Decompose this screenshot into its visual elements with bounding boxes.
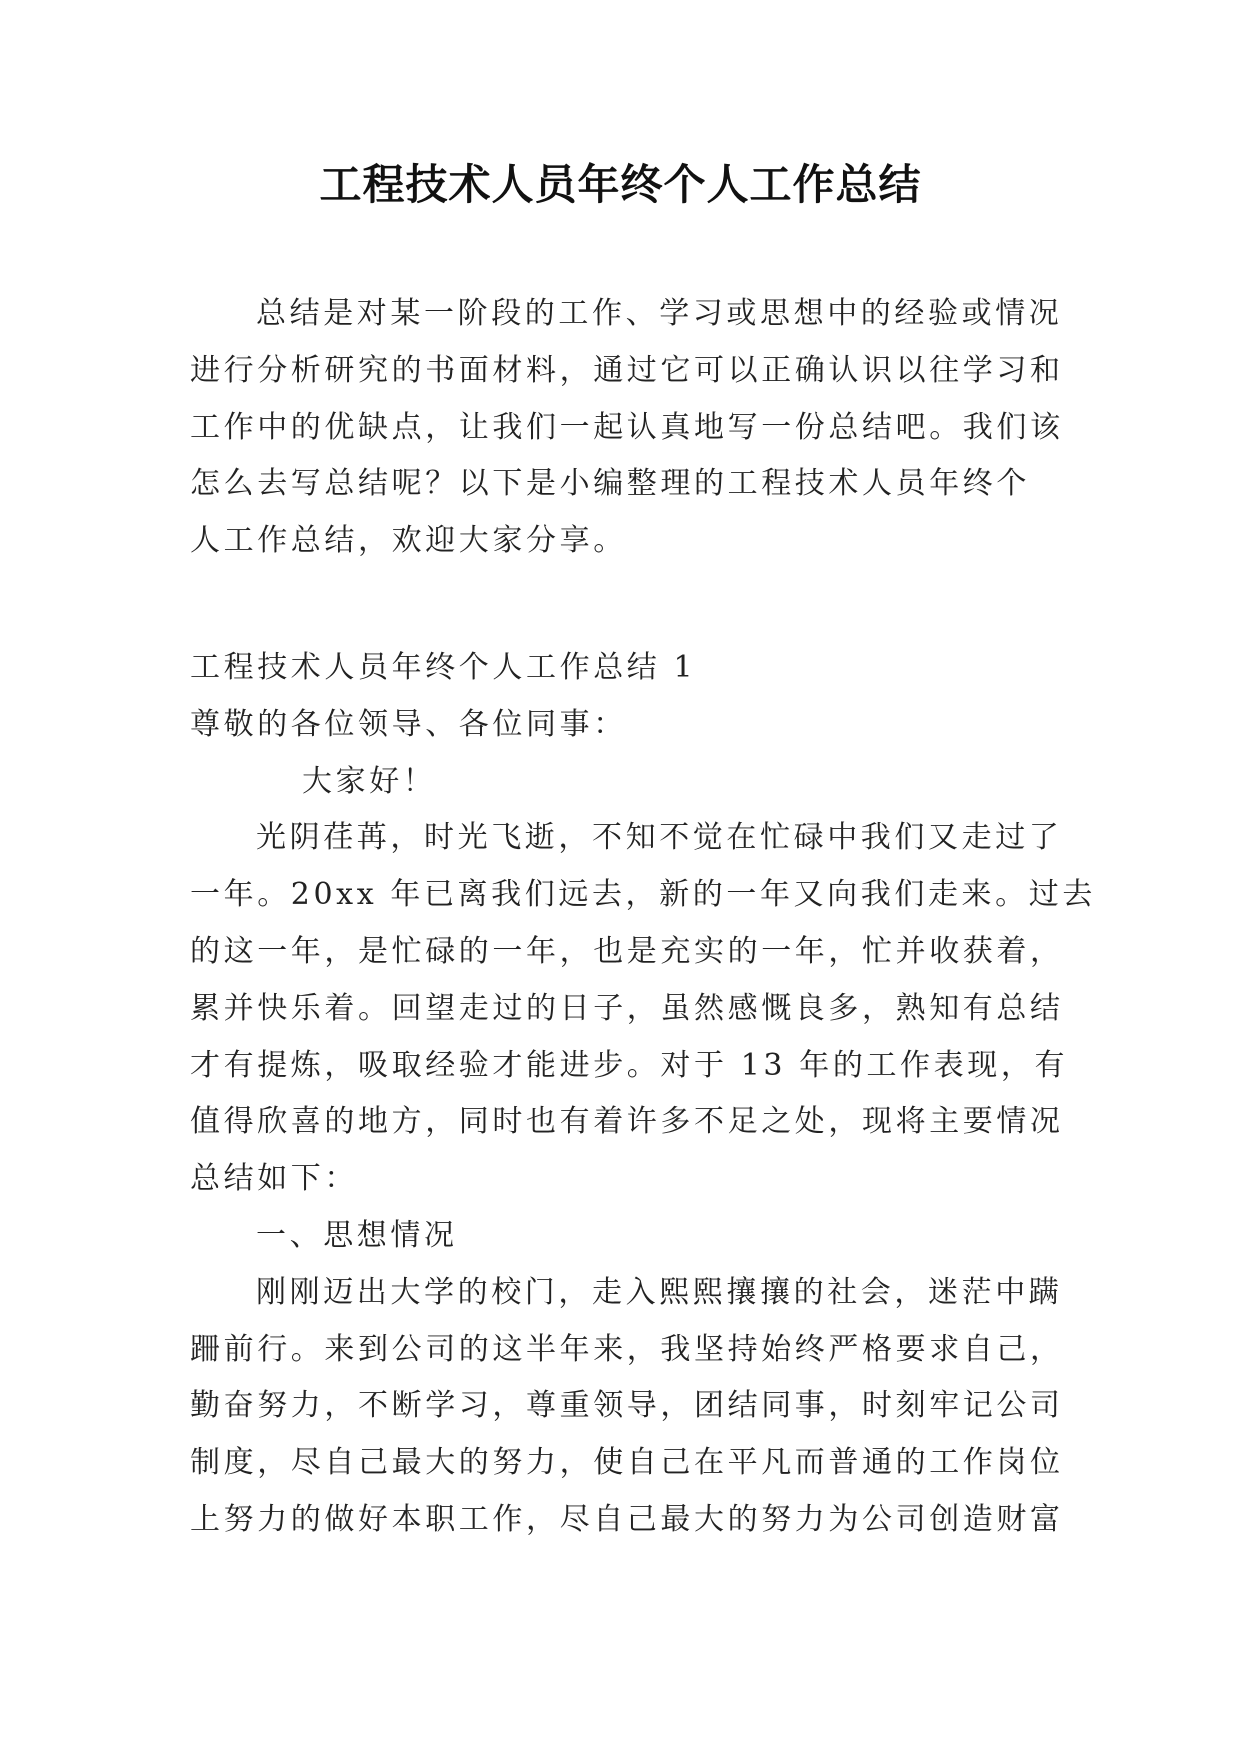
intro-line: 怎么去写总结呢？以下是小编整理的工程技术人员年终个 [190, 466, 1030, 502]
paragraph-line: 一年。20xx 年已离我们远去，新的一年又向我们走来。过去 [190, 877, 1096, 913]
document-title: 工程技术人员年终个人工作总结 [319, 160, 922, 209]
paragraph-line: 才有提炼，吸取经验才能进步。对于 13 年的工作表现，有 [190, 1047, 1069, 1083]
paragraph-line: 光阴荏苒，时光飞逝，不知不觉在忙碌中我们又走过了 [256, 820, 1063, 856]
paragraph-line: 刚刚迈出大学的校门，走入熙熙攘攘的社会，迷茫中蹒 [256, 1274, 1063, 1310]
intro-line: 工作中的优缺点，让我们一起认真地写一份总结吧。我们该 [190, 409, 1064, 445]
intro-line: 人工作总结，欢迎大家分享。 [190, 523, 627, 559]
salutation: 尊敬的各位领导、各位同事： [190, 706, 627, 742]
intro-paragraph [190, 286, 1070, 570]
paragraph-line: 值得欣喜的地方，同时也有着许多不足之处，现将主要情况 [190, 1104, 1064, 1140]
section-title: 工程技术人员年终个人工作总结 1 [190, 650, 697, 685]
main-content [190, 640, 1096, 1549]
paragraph-line: 上努力的做好本职工作，尽自己最大的努力为公司创造财富 [190, 1501, 1064, 1537]
paragraph-line: 累并快乐着。回望走过的日子，虽然感慨良多，熟知有总结 [190, 990, 1064, 1026]
paragraph-line: 的这一年，是忙碌的一年，也是充实的一年，忙并收获着， [190, 933, 1064, 969]
paragraph-line: 总结如下： [190, 1161, 358, 1197]
section-heading: 一、思想情况 [256, 1217, 458, 1253]
greeting: 大家好！ [302, 763, 437, 799]
paragraph-line: 跚前行。来到公司的这半年来，我坚持始终严格要求自己， [190, 1331, 1064, 1367]
intro-line: 总结是对某一阶段的工作、学习或思想中的经验或情况 [256, 296, 1063, 331]
paragraph-line: 制度，尽自己最大的努力，使自己在平凡而普通的工作岗位 [190, 1445, 1064, 1481]
paragraph-line: 勤奋努力，不断学习，尊重领导，团结同事，时刻牢记公司 [190, 1388, 1064, 1424]
intro-line: 进行分析研究的书面材料，通过它可以正确认识以往学习和 [190, 352, 1064, 388]
